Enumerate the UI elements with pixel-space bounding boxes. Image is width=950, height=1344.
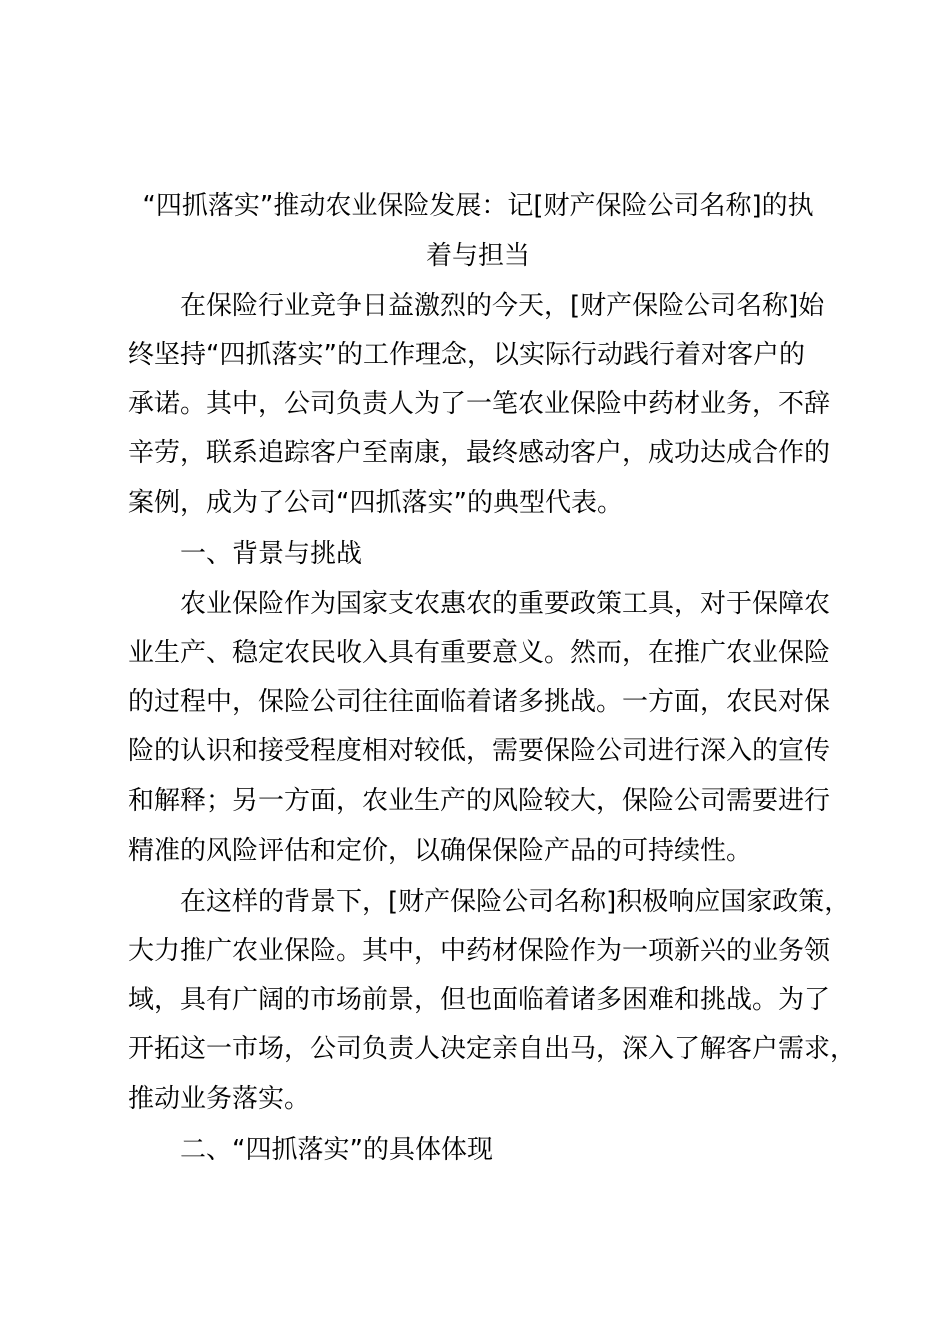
paragraph-2-line-3: 的过程中，保险公司往往面临着诸多挑战。一方面，农民对保 [128,687,831,717]
paragraph-2-line-4: 险的认识和接受程度相对较低，需要保险公司进行深入的宣传 [128,736,831,766]
paragraph-1-line-1: 在保险行业竞争日益激烈的今天，[财产保险公司名称]始 [180,291,825,321]
paragraph-3-line-4: 开拓这一市场，公司负责人决定亲自出马，深入了解客户需求， [128,1034,857,1064]
paragraph-2-line-5: 和解释；另一方面，农业生产的风险较大，保险公司需要进行 [128,786,831,816]
section-heading-2: 二、“四抓落实”的具体体现 [180,1135,493,1165]
section-heading-1: 一、背景与挑战 [180,539,363,569]
paragraph-2-line-6: 精准的风险评估和定价，以确保保险产品的可持续性。 [128,836,753,866]
paragraph-3-line-2: 大力推广农业保险。其中，中药材保险作为一项新兴的业务领 [128,936,831,966]
paragraph-3-line-5: 推动业务落实。 [128,1084,311,1114]
paragraph-2-line-1: 农业保险作为国家支农惠农的重要政策工具，对于保障农 [180,589,831,619]
paragraph-1-line-4: 辛劳，联系追踪客户至南康，最终感动客户，成功达成合作的 [128,438,831,468]
paragraph-1-line-3: 承诺。其中，公司负责人为了一笔农业保险中药材业务，不辞 [128,389,831,419]
paragraph-3-line-1: 在这样的背景下，[财产保险公司名称]积极响应国家政策， [180,887,851,917]
title-line-2: 着与担当 [425,241,530,271]
title-line-1: “四抓落实”推动农业保险发展：记[财产保险公司名称]的执 [142,191,814,221]
paragraph-1-line-5: 案例，成为了公司“四抓落实”的典型代表。 [128,488,623,518]
paragraph-1-line-2: 终坚持“四抓落实”的工作理念，以实际行动践行着对客户的 [128,340,805,370]
paragraph-2-line-2: 业生产、稳定农民收入具有重要意义。然而，在推广农业保险 [128,638,831,668]
paragraph-3-line-3: 域，具有广阔的市场前景，但也面临着诸多困难和挑战。为了 [128,985,831,1015]
